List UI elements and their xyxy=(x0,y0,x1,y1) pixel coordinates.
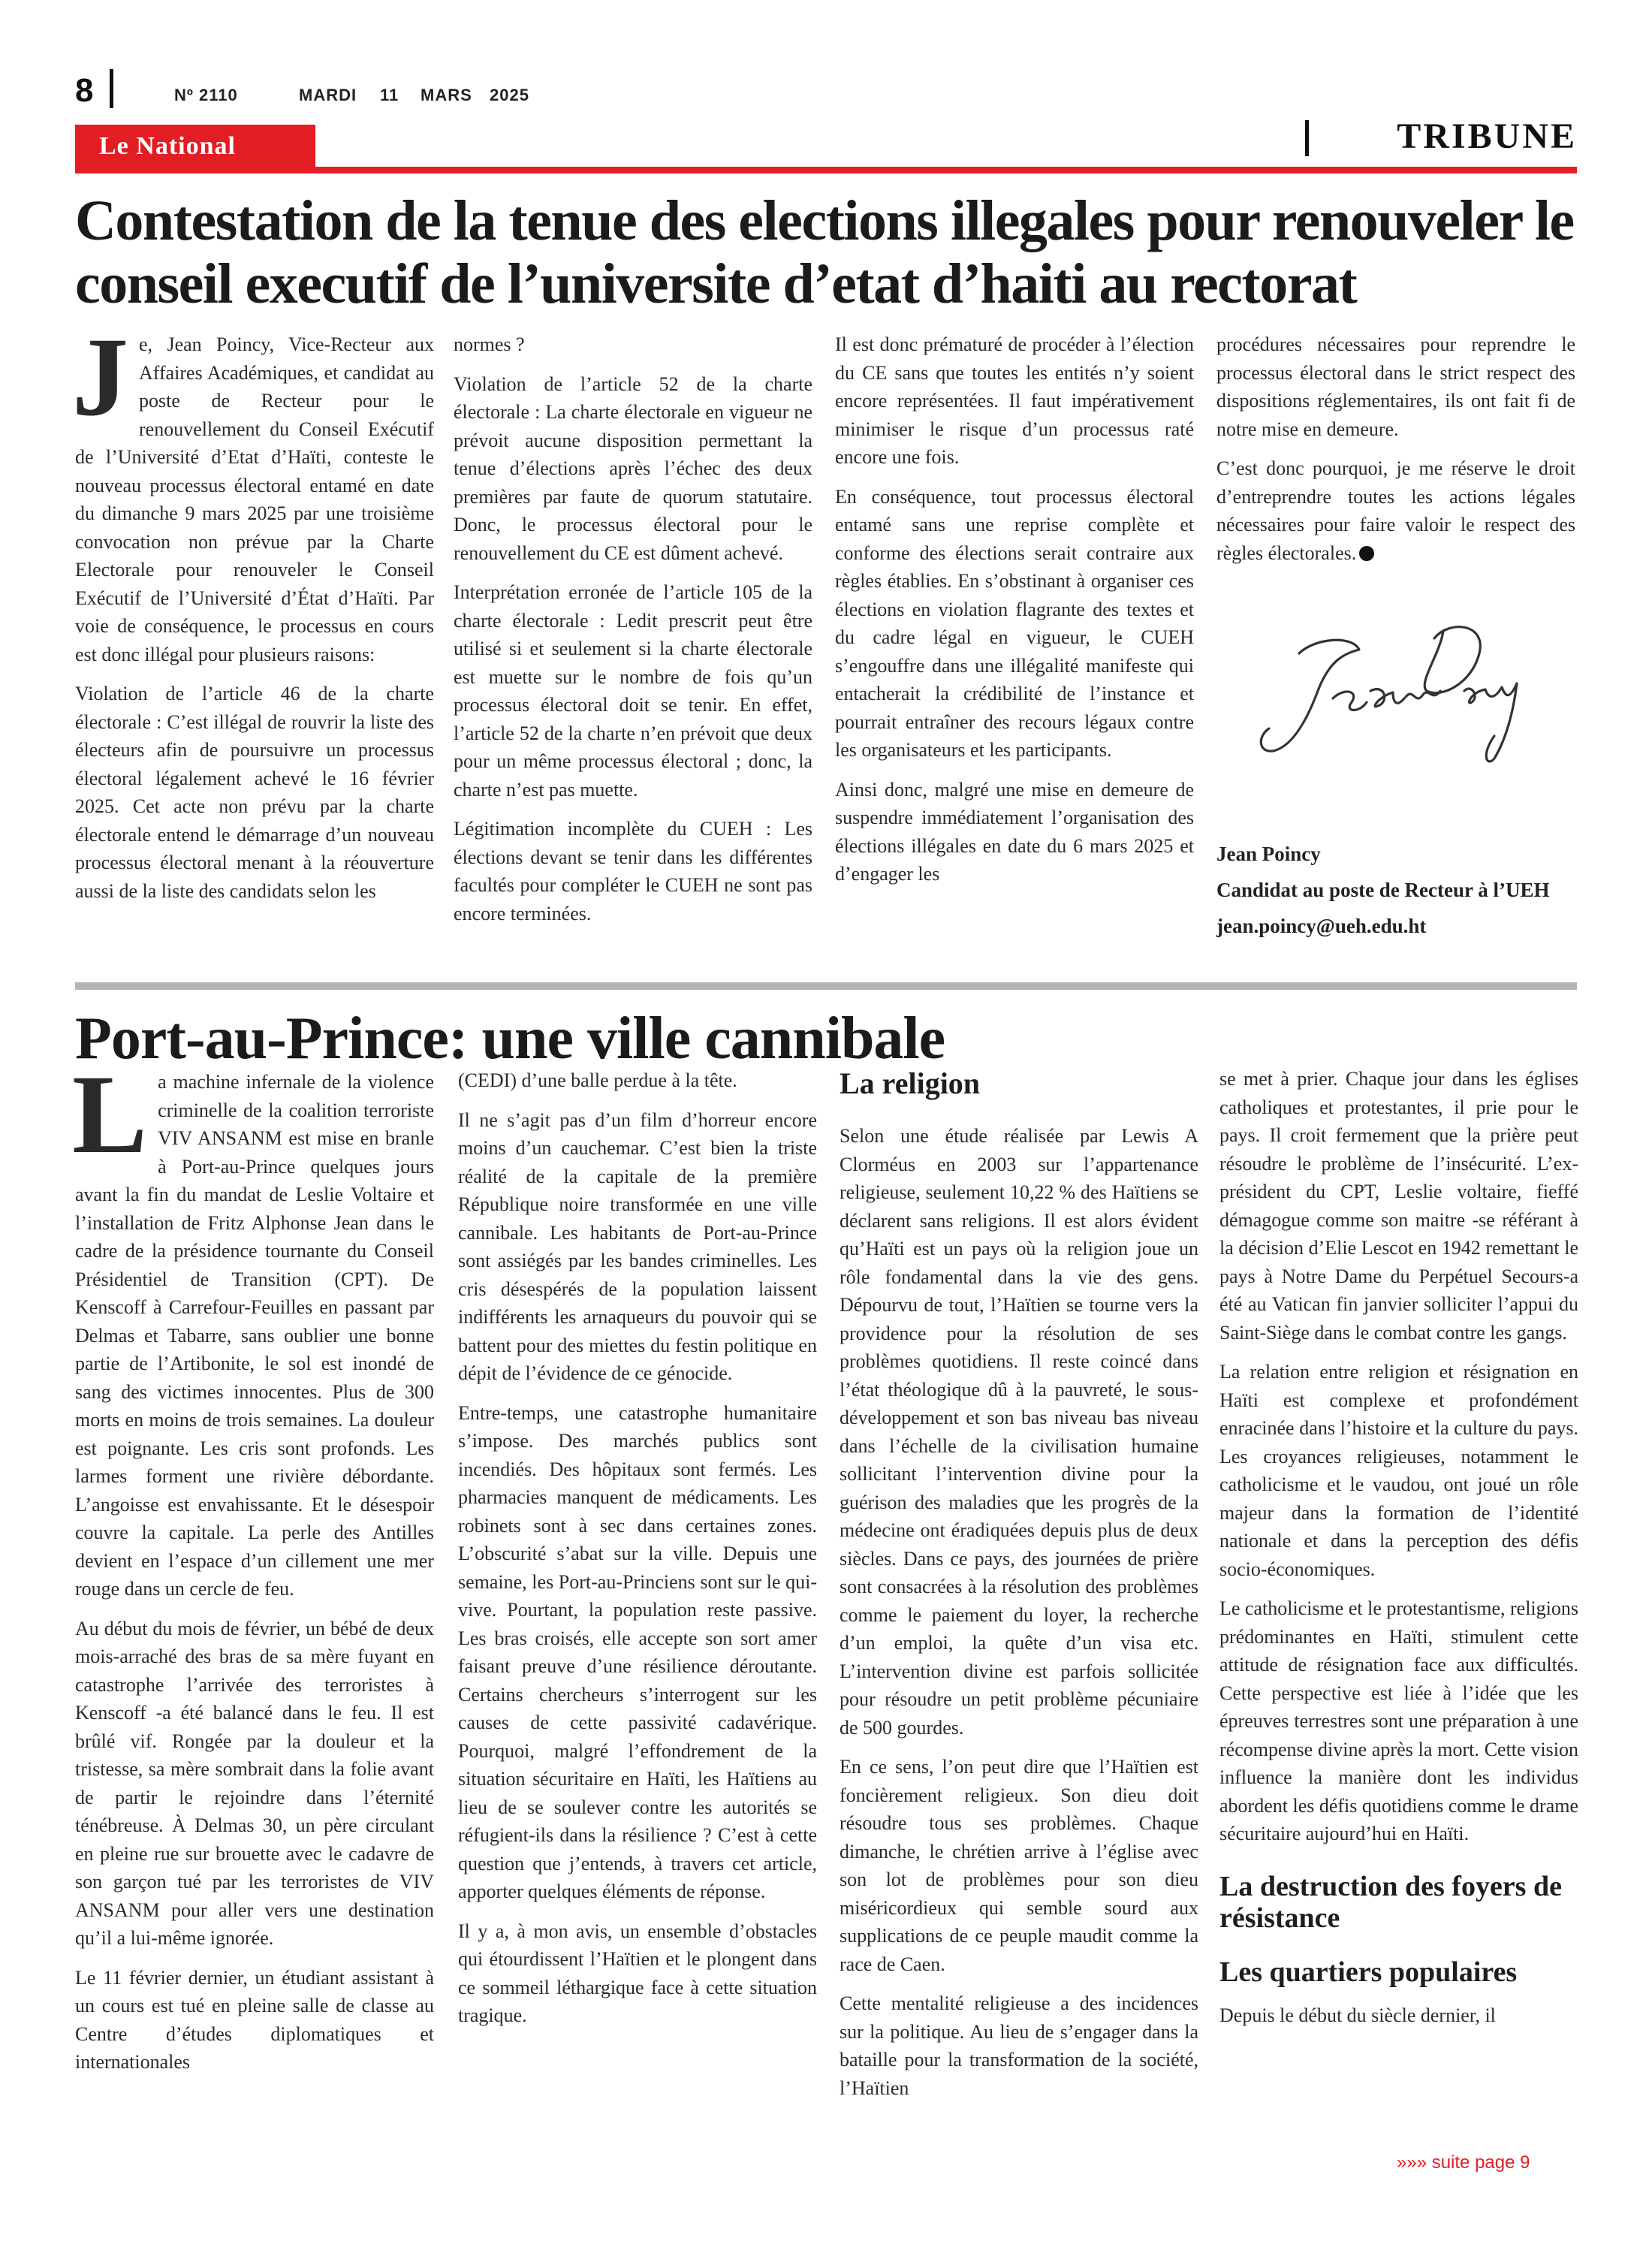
article2-col1-p3: Le 11 février dernier, un étudiant assistant à un cours est tué en pleine salle de classe au Centre d’études diplomatiques et internationales xyxy=(75,1966,434,2073)
issue-day: MARDI xyxy=(299,86,357,104)
article1-signature-block xyxy=(1216,836,1592,944)
article1-title: Contestation de la tenue des elections illegales pour renouveler le conseil executif de l’universite d’etat d’haiti au rectorat xyxy=(75,189,1574,315)
article1-col2-p2: Violation de l’article 52 de la charte électorale : La charte électorale en vigueur ne prévoit aucune disposition permettant la tenue d’élections après l’échec des deux premières par faute de quorum statutaire. Donc, le processus électoral pour le renouvellement du CE est dûment achevé. xyxy=(454,372,812,564)
header-rule xyxy=(75,167,1577,173)
article2-dropcap: L xyxy=(72,1052,148,1177)
article2-col3-p2: En ce sens, l’on peut dire que l’Haïtien est foncièrement religieux. Son dieu doit résoudre tous ses problèmes. Chaque dimanche, le chrétien arrive à l’église avec son lot de problèmes pour son dieu miséricordieux qui semble sourd aux supplications de ce peuple maudit comme la race de Caen. xyxy=(840,1756,1198,1975)
article1-col2-p4: Légitimation incomplète du CUEH : Les élections devant se tenir dans les différentes facultés pour compléter le CUEH ne sont pas encore terminées. xyxy=(454,818,812,924)
signature-email: jean.poincy@ueh.edu.ht xyxy=(1216,915,1427,937)
continued-link[interactable]: »»» suite page 9 xyxy=(1397,2152,1530,2173)
article1-col3-p2: En conséquence, tout processus électoral entamé sans une reprise complète et conforme des élections serait contraire aux règles établies. En s’obstinant à organiser ces élections en violation flagrante des textes et du cadre légal en vigueur, le CUEH s’engouffre dans une illégalité manifeste qui entacherait la crédibilité de l’instance et pourrait entraîner des recours légaux contre les organisateurs et les participants. xyxy=(835,485,1194,761)
article2-col2 xyxy=(458,1066,817,2030)
article1-col4-p2: C’est donc pourquoi, je me réserve le droit d’entreprendre toutes les actions légales nécessaires pour faire valoir le respect des règles électorales. xyxy=(1216,457,1575,564)
section-divider xyxy=(1305,120,1309,156)
article2-col1 xyxy=(72,1052,434,2077)
article2-col1-p1: a machine infernale de la violence criminelle de la coalition terroriste VIV ANSANM est mise en branle à Port-au-Prince quelques jours avant la fin du mandat de Leslie Voltaire et l’installation de Fritz Alphonse Jean dans le cadre de la présidence tournante du Conseil Présidentiel de Transition (CPT). De Kenscoff à Carrefour-Feuilles en passant par Delmas et Tabarre, sans oublier une bonne partie de l’Artibonite, le sol est inondé de sang des victimes innocentes. Plus de 300 morts en moins de trois semaines. La douleur est poignante. Les cris sont profonds. Les larmes forment une rivière débordante. L’angoisse est envahissante. Et le désespoir couvre la capitale. La perle des Antilles devient en l’espace d’un cillement une mer rouge dans un cercle de feu. xyxy=(75,1071,434,1600)
article2-heading-religion: La religion xyxy=(840,1066,981,1100)
article1-col1-p2: Violation de l’article 46 de la charte électorale : C’est illégal de rouvrir la liste des électeurs afin de poursuivre un processus électoral légalement achevé le 16 février 2025. Cet acte non prévu par la charte électorale entend le démarrage d’un nouveau processus électoral menant à la réouverture aussi de la liste des candidats selon les xyxy=(75,683,434,902)
article2-col4-p1: se met à prier. Chaque jour dans les églises catholiques et protestantes, il prie pour le pays. Il croit fermement que la prière peut résoudre le problème de l’insécurité. L’ex-président du CPT, Leslie voltaire, fieffé démagogue comme son maitre -se référant à la décision d’Elie Lescot en 1942 remettant le pays à Notre Dame du Perpétuel Secours-a été au Vatican fin janvier solliciter l’appui du Saint-Siège dans le combat contre les gangs. xyxy=(1219,1068,1578,1344)
article1-col1-p1: e, Jean Poincy, Vice-Recteur aux Affaires Académiques, et candidat au poste de Recteur pour le renouvellement du Conseil Exécutif de l’Université d’Etat d’Haïti, conteste le nouveau processus électoral entamé en date du dimanche 9 mars 2025 par une troisième convocation non prévue par la Charte Electorale pour renouveler le Conseil Exécutif de l’Université d’État d’Haïti. Par voie de conséquence, le processus en cours est donc illégal pour plusieurs raisons: xyxy=(75,333,434,665)
signature-title: Candidat au poste de Recteur à l’UEH xyxy=(1216,879,1550,901)
article2-col1-p2: Au début du mois de février, un bébé de deux mois-arraché des bras de sa mère fuyant en catastrophe l’arrivée des terroristes à Kenscoff -a été balancé dans le feu. Il est brûlé vif. Rongée par la douleur et la tristesse, sa mère sombrait dans la folie avant de partir le rejoindre dans l’éternité ténébreuse. À Delmas 30, un père circulant en pleine rue sur brouette avec le cadavre de son garçon tué par les terroristes de VIV ANSANM pour aller vers une destination qu’il a lui-même ignorée. xyxy=(75,1617,434,1949)
article1-col4 xyxy=(1216,330,1575,567)
handwritten-signature xyxy=(1247,608,1532,774)
article2-col2-p4: Il y a, à mon avis, un ensemble d’obstacles qui étourdissent l’Haïtien et le plongent dans ce sommeil léthargique face à cette situation tragique. xyxy=(458,1920,817,2026)
issue-number: Nº 2110 xyxy=(174,86,238,104)
article1-col2-p3: Interprétation erronée de l’article 105 de la charte électorale : Ledit prescrit peut être utilisé si et seulement si la charte électorale est muette sur le nombre de fois qu’un processus électoral doit se tenir. En effet, l’article 52 de la charte n’en prévoit que deux pour un même processus électoral ; donc, la charte n’est pas muette. xyxy=(454,581,812,801)
article2-col2-p1: (CEDI) d’une balle perdue à la tête. xyxy=(458,1069,737,1091)
signature-name: Jean Poincy xyxy=(1216,843,1321,865)
article2-col4-p2: La relation entre religion et résignation en Haïti est complexe et profondément enracinée dans l’histoire et la culture du pays. Les croyances religieuses, notamment le catholicisme et le vaudou, ont joué un rôle majeur dans la formation de l’identité nationale et dans la perception des défis socio-économiques. xyxy=(1219,1361,1578,1580)
section-name: TRIBUNE xyxy=(1397,116,1577,156)
article1-col1 xyxy=(72,315,434,905)
page-number: 8 xyxy=(75,72,94,109)
article2-col3-p1: Selon une étude réalisée par Lewis A Clorméus en 2003 sur l’appartenance religieuse, seulement 10,22 % des Haïtiens se déclarent sans religions. Il est alors évident qu’Haïti est un pays où la religion joue un rôle fondamental dans la vie des gens. Dépourvu de tout, l’Haïtien se tourne vers la providence pour la résolution de ses problèmes quotidiens. Il reste coincé dans l’état théologique dû à la pauvreté, le sous-développement et son bas niveau bas niveau dans l’échelle de la civilisation humaine sollicitant l’intervention divine pour la guérison des maladies que les progrès de la médecine ont éradiquées depuis plus de deux siècles. Dans ce pays, des journées de prière sont consacrées à la résolution des problèmes comme le paiement du loyer, la recherche d’un emploi, la quête d’un visa etc. L’intervention divine est parfois sollicitée pour résoudre un petit problème pécuniaire de 500 gourdes. xyxy=(840,1125,1198,1739)
article2-col4 xyxy=(1219,1065,1578,2029)
issue-date: 11 xyxy=(380,86,399,104)
article1-col2-p1: normes ? xyxy=(454,333,525,355)
article2-col3-p3: Cette mentalité religieuse a des incidences sur la politique. Au lieu de s’engager dans la bataille pour la transformation de la société, l’Haïtien xyxy=(840,1992,1198,2099)
article1-col3 xyxy=(835,330,1194,888)
article2-col4-last: Depuis le début du siècle dernier, il xyxy=(1219,2004,1496,2026)
end-mark-icon xyxy=(1359,546,1374,561)
newspaper-logo: Le National xyxy=(99,132,236,160)
article-divider xyxy=(75,982,1577,990)
article1-col3-p3: Ainsi donc, malgré une mise en demeure de suspendre immédiatement l’organisation des élections illégales en date du 6 mars 2025 et d’engager les xyxy=(835,778,1194,885)
article1-col2 xyxy=(454,330,812,927)
article2-col2-p3: Entre-temps, une catastrophe humanitaire s’impose. Des marchés publics sont incendiés. Des hôpitaux sont fermés. Les pharmacies manquent de médicaments. Les robinets sont à sec dans certaines zones. L’obscurité s’abat sur la ville. Depuis une semaine, les Port-au-Princiens sont sur le qui-vive. Pourtant, la population reste passive. Les bras croisés, elle accepte son sort amer faisant preuve d’une résilience déroutante. Certains chercheurs s’interrogent sur les causes de cette passivité cadavérique. Pourquoi, malgré l’effondrement de la situation sécuritaire en Haïti, les Haïtiens au lieu de se soulever contre les autorités se réfugient-ils dans la résilience ? C’est à cette question que j’entends, à travers cet article, apporter quelques éléments de réponse. xyxy=(458,1401,817,1902)
header-divider xyxy=(110,69,113,108)
article1-dropcap: J xyxy=(72,315,128,439)
article2-col4-p3: Le catholicisme et le protestantisme, religions prédominantes en Haïti, stimulent cette attitude de résignation face aux difficultés. Cette perspective est liée à l’idée que les épreuves terrestres sont une préparation à une récompense divine après la mort. Cette vision influence la manière dont les individus abordent les défis quotidiens comme le drame sécuritaire aujourd’hui en Haïti. xyxy=(1219,1597,1578,1844)
article2-col2-p2: Il ne s’agit pas d’un film d’horreur encore moins d’un cauchemar. C’est bien la triste réalité de la capitale de la première République noire transformée en une ville cannibale. Les habitants de Port-au-Prince sont assiégés par les bandes criminelles. Les cris désespérés de la population laissent indifférents les arnaqueurs du pouvoir qui se battent pour des miettes du festin politique en dépit de l’évidence de ce génocide. xyxy=(458,1108,817,1384)
article1-col3-p1: Il est donc prématuré de procéder à l’élection du CE sans que toutes les entités n’y soient encore représentées. Il faut impérativement minimiser le risque d’un processus raté encore une fois. xyxy=(835,333,1194,468)
issue-year: 2025 xyxy=(490,86,529,104)
article2-title: Port-au-Prince: une ville cannibale xyxy=(75,1006,945,1072)
article2-col3 xyxy=(840,1065,1198,2102)
article2-heading-destruction: La destruction des foyers de résistance xyxy=(1219,1870,1562,1934)
article2-heading-quartiers: Les quartiers populaires xyxy=(1219,1956,1518,1988)
article1-col4-p1: procédures nécessaires pour reprendre le processus électoral dans le strict respect des dispositions réglementaires, ils ont fait fi de notre mise en demeure. xyxy=(1216,333,1575,440)
issue-month: MARS xyxy=(421,86,472,104)
